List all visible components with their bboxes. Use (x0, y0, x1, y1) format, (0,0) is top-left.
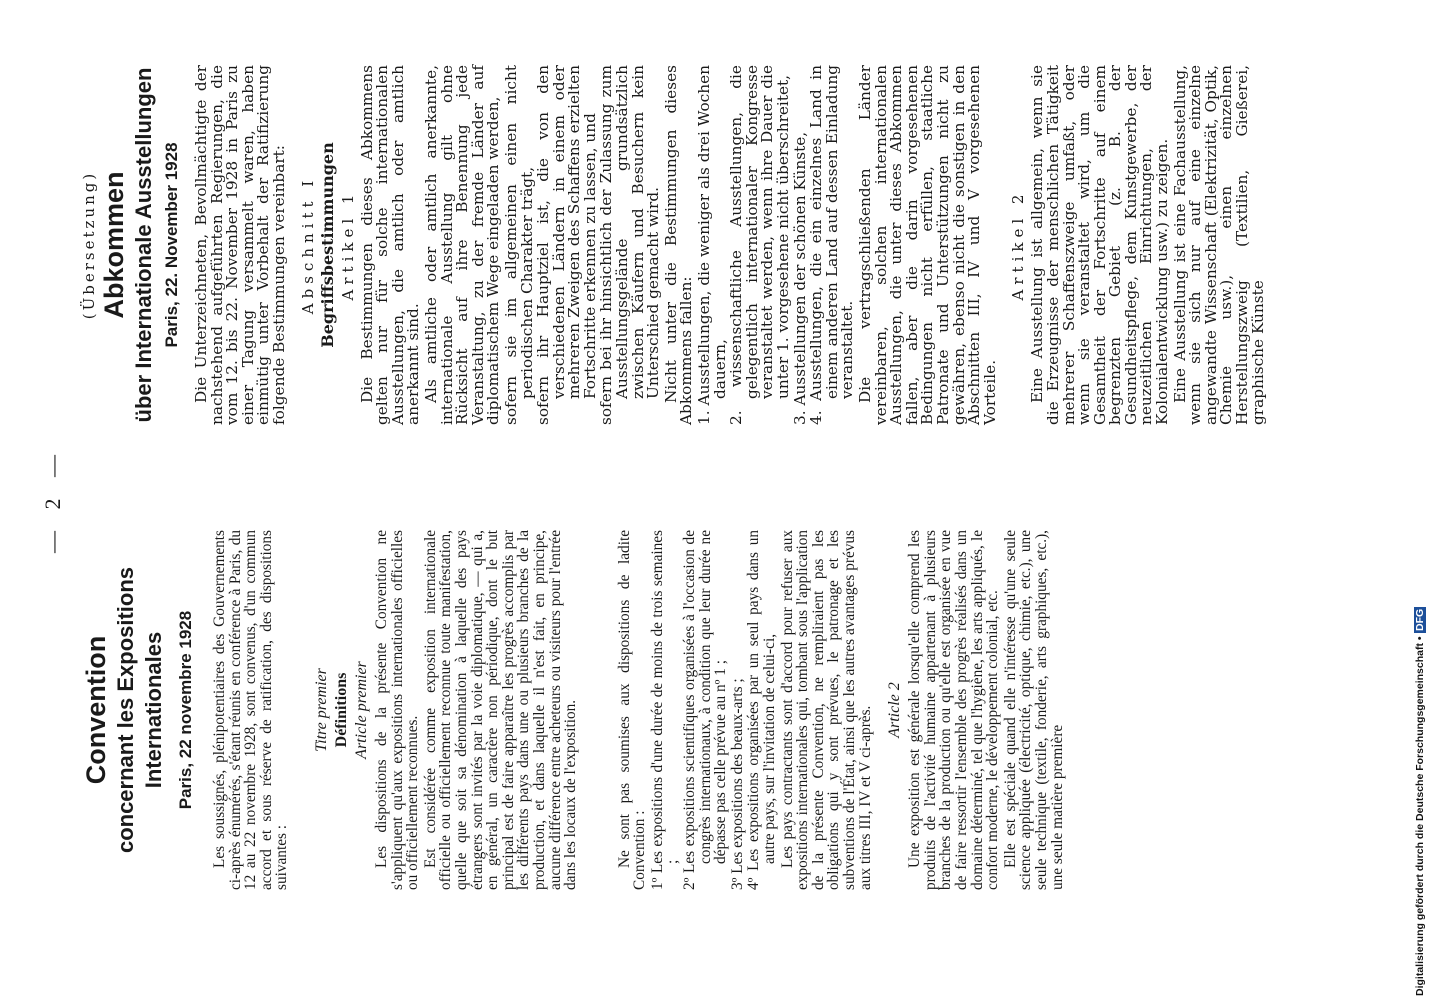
german-a2-p1: Eine Ausstellung ist allgemein, wenn sie die Erzeugnisse der menschlichen Tätigkeit mehrerer Schaffenszweige umfaßt, oder wenn sie veranstaltet wird, um die Gesamtheit der Fortschritte auf einem begrenzten Gebiet (z. B. der Gesundheitspflege, dem Kunstgewerbe, der neuzeitlichen Einrichtungen, der Kolonialentwicklung usw.) zu zeigen. (1028, 65, 1172, 425)
list-item: 2º Les expositions scientifiques organisées à l'occasion de congrès internationaux, à condition que leur durée ne dépasse pas celle prévue au nº 1 ; (681, 530, 730, 890)
french-a1-p1: Les dispositions de la présente Convention ne s'appliquent qu'aux expositions internationales officielles ou officiellement reconnues. (372, 530, 422, 890)
french-titre: Titre premier (312, 668, 330, 752)
list-item: sofern ihr Hauptziel ist, die von den verschiedenen Ländern in einem oder mehreren Zweigen des Schaffens erzielten Fortschritte erkennen zu lassen, und (534, 65, 599, 425)
list-item: sofern sie im allgemeinen einen nicht periodischen Charakter trägt, (501, 65, 536, 425)
list-item: sofern bei ihr hinsichtlich der Zulassung zum Ausstellungsgelände grundsätzlich zwischen Käufern und Besuchern kein Unterschied gemacht wird. (597, 65, 663, 425)
german-artikel-1: Artikel 1 (338, 189, 357, 301)
german-abschnitt: Abschnitt I (298, 175, 317, 315)
german-date: Paris, 22. November 1928 (162, 142, 181, 348)
french-a2-p2: Elle est spéciale quand elle n'intéresse qu'une seule science appliquée (électricité, optique, chimie, etc.), une seule technique (textile, fonderie, arts graphiques, etc.), une seule matière première (1001, 530, 1066, 890)
german-translation-note: (Übersetzung) (80, 170, 98, 320)
list-item: 1º Les expositions d'une durée de moins de trois semaines ; (648, 529, 682, 890)
french-a1-p3: Ne sont pas soumises aux dispositions de ladite Convention : (615, 530, 649, 890)
german-a1-p2: Als amtliche oder amtlich anerkannte, internationale Ausstellung gilt ohne Rücksicht auf ihre Benennung jede Veranstaltung, zu der fremde Länder auf diplomatischem Wege eingeladen werden, (421, 65, 503, 425)
german-title: Abkommen (99, 171, 129, 319)
list-item: 1. Ausstellungen, die weniger als drei Wochen dauern, (695, 65, 729, 425)
german-a1-p3: Nicht unter die Bestimmungen dieses Abkommens fallen: (661, 65, 696, 425)
dfg-logo: DFG (1414, 609, 1426, 632)
french-article-2: Article 2 (886, 682, 904, 738)
german-a2-p2: Eine Ausstellung ist eine Fachausstellung, wenn sie sich nur auf eine einzelne angewandte Wissenschaft (Elektrizität, Optik, Chemie usw.), einen einzelnen Herstellungszweig (Textilien, Gießerei, graphische Künste (1170, 65, 1267, 425)
german-exclusion-list (697, 65, 856, 425)
french-article-1: Article premier (352, 661, 370, 759)
list-item: 4. Ausstellungen, die ein einzelnes Land in einem anderen Land auf dessen Einladung veranstaltet. (807, 65, 857, 425)
french-title: Convention (81, 635, 111, 785)
french-a2-p1: Une exposition est générale lorsqu'elle comprend les produits de l'activité humaine appartenant à plusieurs branches de la production ou qu'elle est organisée en vue de faire ressortir l'ensemble des progrès réalisés dans un domaine déterminé, tel que l'hygiène, les arts appliqués, le confort moderne, le développement colonial, etc. (906, 530, 1002, 890)
french-a1-p2: Est considérée comme exposition internationale officielle ou officiellement reconnue toute manifestation, quelle que soit sa dénomination à laquelle des pays étrangers sont invités par la voie diplomatique, — qui a, en général, un caractère non périodique, dont le but principal est de faire apparaître les progrès accomplis par les différents pays dans une ou plusieurs branches de la production, et dans laquelle il n'est fait, en principe, aucune différence entre acheteurs ou visiteurs pour l'entrée dans les locaux de l'exposition. (421, 530, 580, 890)
german-column (80, 65, 1266, 425)
french-date: Paris, 22 novembre 1928 (176, 610, 195, 810)
french-a1-p4: Les pays contractants sont d'accord pour refuser aux expositions internationales qui, tombant sous l'application de la présente Convention, ne rempliraient pas les obligations qui y sont prévues, le patronage et les subventions de l'État, ainsi que les autres avantages prévus aux titres III, IV et V ci-après. (778, 530, 874, 890)
french-subtitle: concernant les Expositions Internationales (113, 566, 166, 854)
german-a1-p4: Die vertragschließenden Länder vereinbaren, solchen internationalen Ausstellungen, die unter dieses Abkommen fallen, aber die darin vorgesehenen Bedingungen nicht erfüllen, staatliche Patronate und Unterstützungen nicht zu gewähren, ebenso nicht die sonstigen in den Abschnitten III, IV und V vorgesehenen Vorteile. (855, 65, 999, 425)
french-exclusion-list (650, 530, 778, 890)
digitization-stamp (1414, 6, 1430, 996)
stamp-text: Digitalisierung gefördert durch die Deutsche Forschungsgemeinschaft • (1414, 636, 1426, 996)
french-definitions: Définitions (332, 672, 350, 748)
german-condition-list (501, 65, 663, 425)
french-preamble: Les soussignés, plénipotentiaires des Gouvernements ci-après énumérés, s'étant réunis en conférence à Paris, du 12 au 22 novembre 1928, sont convenus, d'un commun accord et sous réserve de ratification, des dispositions suivantes : (211, 530, 291, 890)
page-number: — 2 — (40, 447, 65, 553)
german-preamble: Die Unterzeichneten, Bevollmächtigte der nachstehend aufgeführten Regierungen, die vom 12. bis 22. November 1928 in Paris zu einer Tagung versammelt waren, haben einmütig unter Vorbehalt der Ratifizierung folgende Bestimmungen vereinbart: (192, 65, 288, 425)
french-column (80, 530, 1065, 890)
german-artikel-2: Artikel 2 (1009, 189, 1028, 301)
list-item: 4º Les expositions organisées par un seul pays dans un autre pays, sur l'invitation de celui-ci, (745, 529, 779, 890)
list-item: 2. wissenschaftliche Ausstellungen, die gelegentlich internationaler Kongresse veranstaltet werden, wenn ihre Dauer die unter 1. vorgesehene nicht überschreitet, (727, 65, 792, 425)
german-begriffe: Begriffsbestimmungen (317, 142, 337, 348)
list-item: 3º Les expositions des beaux-arts ; (728, 678, 746, 890)
list-item: 3. Ausstellungen der schönen Künste, (790, 131, 809, 425)
german-subtitle: über Internationale Ausstellungen (131, 67, 156, 423)
german-a1-p1: Die Bestimmungen dieses Abkommens gelten nur für solche internationalen Ausstellungen, die amtlich oder amtlich anerkannt sind. (357, 65, 423, 425)
